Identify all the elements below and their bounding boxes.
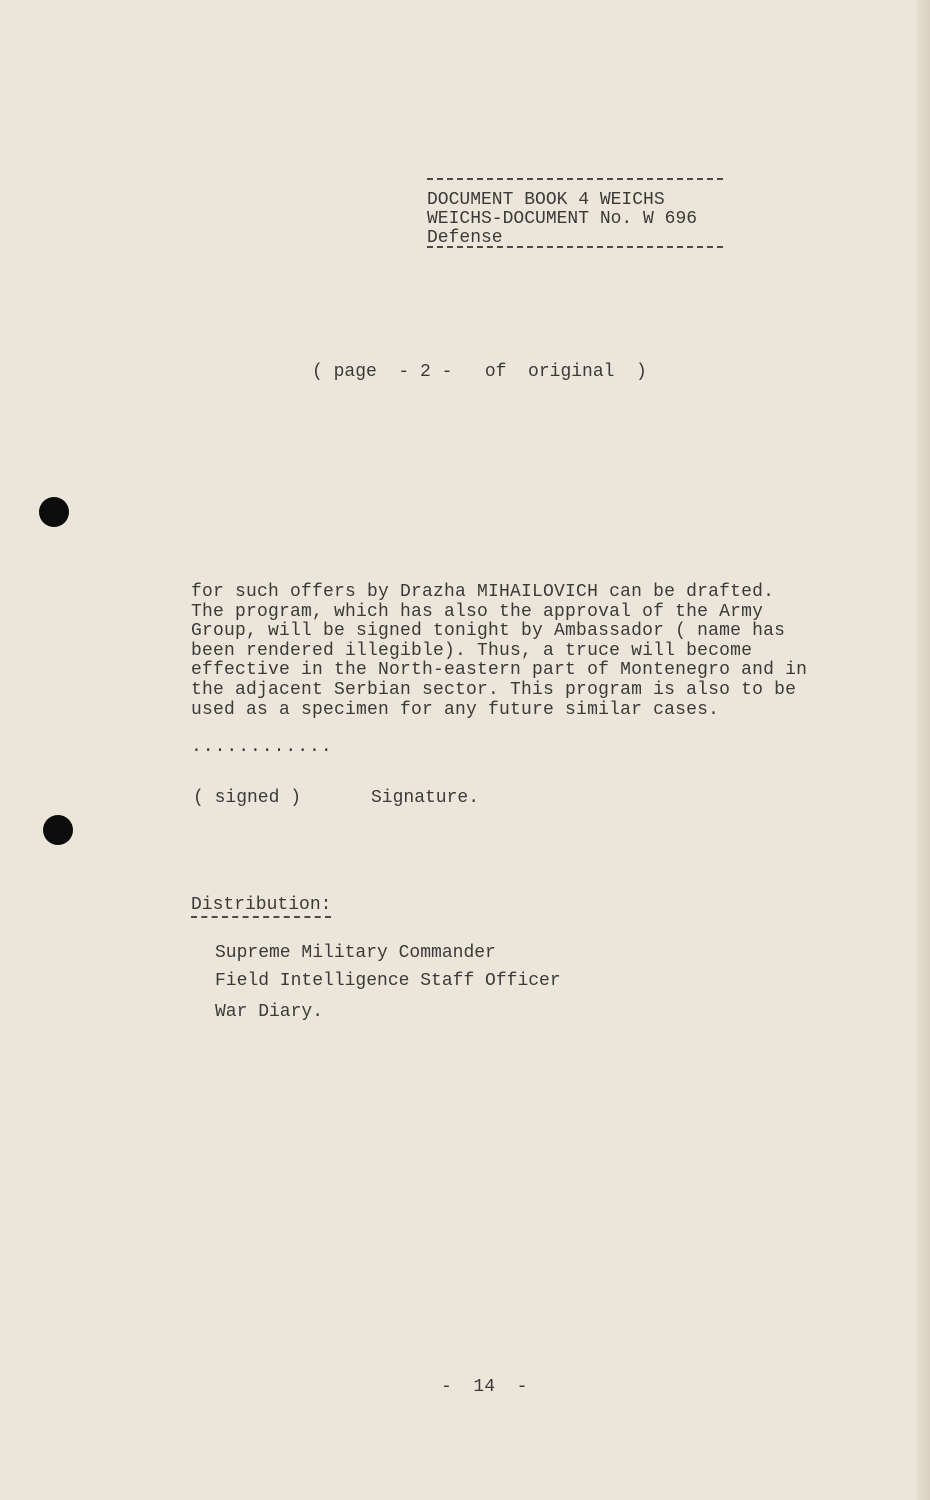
header-line-2: WEICHS-DOCUMENT No. W 696 [427,209,698,229]
body-line: effective in the North-eastern part of Montenegro and in [191,660,808,681]
body-line: used as a specimen for any future similar cases. [191,699,720,720]
distribution-item: Supreme Military Commander [215,943,496,963]
body-line: Group, will be signed tonight by Ambassador ( name has [191,621,786,642]
distribution-heading-text: Distribution: [191,895,331,918]
signed-label: ( signed ) [193,788,302,808]
body-paragraph [191,583,871,720]
paper-edge [916,0,930,1500]
body-line: for such offers by Drazha MIHAILOVICH can be drafted. [191,582,775,602]
signature-label: Signature. [371,788,480,808]
body-line: the adjacent Serbian sector. This program is also to be [191,679,797,700]
page-reference: ( page - 2 - of original ) [312,362,647,382]
header-line-3: Defense [427,228,503,248]
distribution-item: Field Intelligence Staff Officer [215,971,561,991]
body-line: been rendered illegible). Thus, a truce will become [191,640,753,661]
distribution-heading [191,895,331,915]
dot-separator: ............ [191,737,333,757]
header-rule-bottom [427,246,723,248]
page-number: - 14 - [441,1377,528,1397]
header-rule-top [427,178,723,180]
body-line: The program, which has also the approval of the Army [191,601,764,622]
header-line-1: DOCUMENT BOOK 4 WEICHS [427,190,665,210]
binder-hole-bottom [43,815,73,845]
binder-hole-top [39,497,69,527]
distribution-item: War Diary. [215,1002,324,1022]
